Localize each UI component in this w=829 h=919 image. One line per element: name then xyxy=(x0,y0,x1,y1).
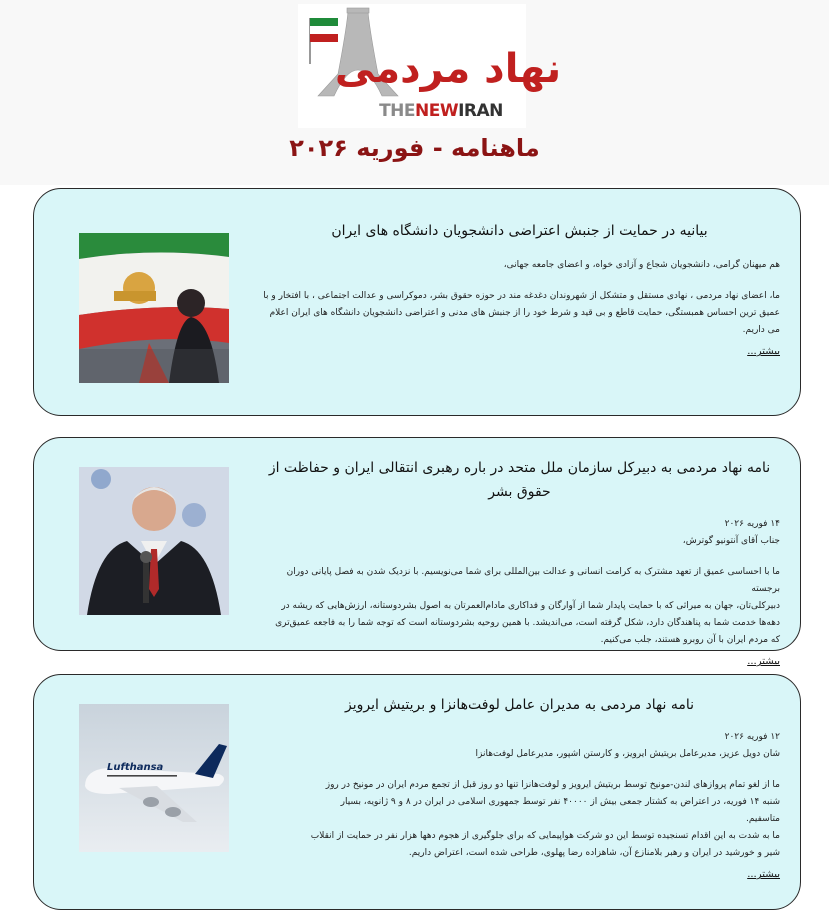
article-text-line: شنبه ۱۴ فوریه، در اعتراض به کشتار جمعی بیش از ۴۰۰۰۰ نفر توسط جمهوری اسلامی در ایران در ۸ و ۹ ژانویه، بسیار xyxy=(340,797,780,807)
article-date: ۱۲ فوریه ۲۰۲۶ xyxy=(724,732,780,742)
flag-icon xyxy=(310,18,338,64)
read-more-link[interactable]: بیشتر... xyxy=(747,656,780,667)
article-text-line: می داریم. xyxy=(742,325,780,335)
article-greeting: هم میهنان گرامی، دانشجویان شجاع و آزادی خواه، و اعضای جامعه جهانی، xyxy=(503,260,780,270)
article-text-line: شیر و خورشید در ایران و رهبر بلامنازع آن، شاهزاده رضا پهلوی، طراحی شده است، اعتراض داریم. xyxy=(408,848,780,858)
svg-text:Lufthansa: Lufthansa xyxy=(107,762,164,773)
article-content xyxy=(259,456,780,670)
article-card-airlines-letter[interactable] xyxy=(33,674,801,910)
logo-graphic xyxy=(298,4,562,128)
read-more-link[interactable]: بیشتر... xyxy=(747,869,780,880)
article-card-student-protests[interactable] xyxy=(33,188,801,416)
article-title[interactable]: بیانیه در حمایت از جنبش اعتراضی دانشجویان دانشگاه های ایران xyxy=(331,223,708,239)
article-text-line: عمیق ترین احساس همبستگی، حمایت قاطع و بی قید و شرط خود را از جنبش های مدنی و اعتراضی دانشجویان دانشگاه های ایران اعلام xyxy=(269,308,780,318)
article-thumbnail-guterres[interactable] xyxy=(79,467,229,615)
article-content xyxy=(259,219,780,360)
article-text-line: که مردم ایران با آن روبرو هستند، جلب می‌کنیم. xyxy=(600,635,780,645)
article-title[interactable]: نامه نهاد مردمی به دبیرکل سازمان ملل متحد در باره رهبری انتقالی ایران و حفاظت از حقوق بشر xyxy=(268,460,771,500)
article-thumbnail-flag[interactable] xyxy=(79,233,229,383)
article-content xyxy=(259,693,780,883)
guterres-portrait-image xyxy=(79,467,229,615)
aircraft-image xyxy=(79,704,229,852)
article-card-un-letter[interactable] xyxy=(33,437,801,667)
logo-brand-fa: نهاد مردمی xyxy=(334,46,562,92)
article-text-line: ما، اعضای نهاد مردمی ، نهادی مستقل و متشکل از شهروندان دغدغه مند در حوزه حقوق بشر، دموکراسی و عدالت اجتماعی ، با افتخار و با xyxy=(263,291,780,301)
article-text-line: ما به شدت به این اقدام تسنجیده توسط این دو شرکت هواپیمایی که برای جلوگیری از هجوم دهها هزار نفر در حمایت از انقلاب xyxy=(310,831,780,841)
page-title: ماهنامه - فوریه ۲۰۲۶ xyxy=(289,134,540,162)
article-text-line: دهه‌ها خدمت شما به پناهندگان دارد، شکل گرفته است، می‌اندیشد. با همین روحیه بشردوستانه است که توجه شما را به فاجعه عمیق‌تری xyxy=(275,618,780,628)
article-text-line: ما از لغو تمام پروازهای لندن-مونیخ توسط بریتیش ایرویز و لوفت‌هانزا تنها دو روز قبل از تجمع مردم ایران در مونیخ در روز xyxy=(325,780,780,790)
article-thumbnail-aircraft[interactable] xyxy=(79,704,229,852)
article-text-line: ما با احساسی عمیق از تعهد مشترک به کرامت انسانی و عدالت بین‌المللی برای شما می‌نویسیم. با نزدیک شدن به فصل پایانی دوران برجسته xyxy=(286,567,780,594)
logo-brand-en: THENEWIRAN xyxy=(379,101,503,121)
article-title[interactable]: نامه نهاد مردمی به مدیران عامل لوفت‌هانزا و بریتیش ایرویز xyxy=(344,697,695,713)
page-header xyxy=(0,0,829,185)
article-date: ۱۴ فوریه ۲۰۲۶ xyxy=(724,519,780,529)
article-salutation: شان دویل عزیز، مدیرعامل بریتیش ایرویز، و کارستن اشپور، مدیرعامل لوفت‌هانزا xyxy=(475,749,780,759)
article-text-line: دبیرکلی‌تان، جهان به میراثی که با حمایت پایدار شما از آوارگان و فداکاری مادام‌العمرتان به اصول بشردوستانه، ارزش‌هایی که ریشه در xyxy=(281,601,780,611)
article-salutation: جناب آقای آنتونیو گوترش، xyxy=(682,536,780,546)
site-logo[interactable] xyxy=(298,4,562,128)
flag-protest-image xyxy=(79,233,229,383)
read-more-link[interactable]: بیشتر... xyxy=(747,346,780,357)
article-text-line: متاسفیم. xyxy=(746,814,780,824)
